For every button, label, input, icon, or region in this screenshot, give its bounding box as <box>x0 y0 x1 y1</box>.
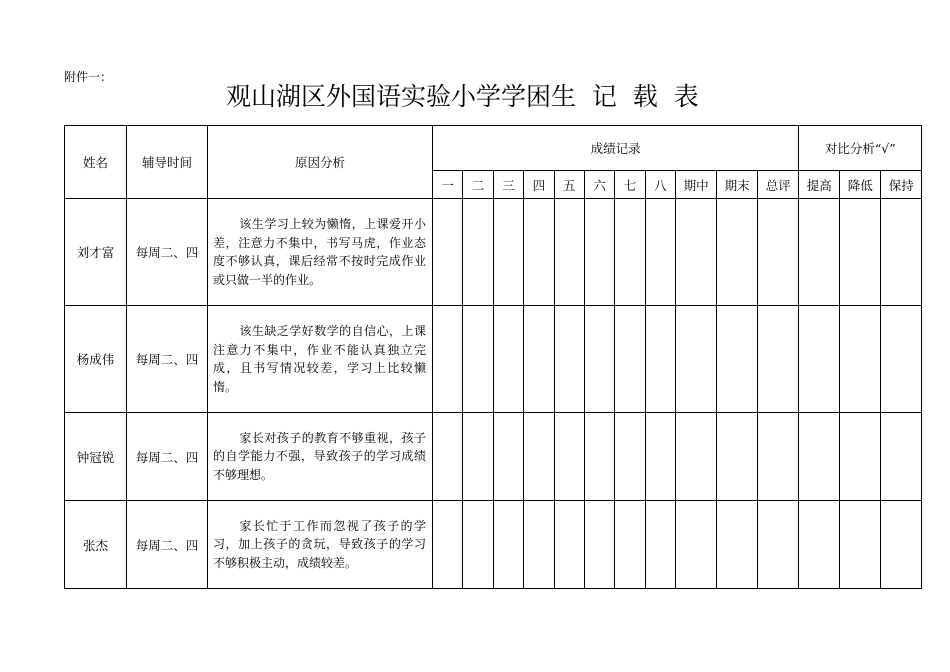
compare-cell[interactable] <box>840 413 881 501</box>
compare-cell[interactable] <box>799 501 840 589</box>
score-cell[interactable] <box>584 413 614 501</box>
score-cell[interactable] <box>554 413 584 501</box>
tutoring-time: 每周二、四 <box>127 306 208 413</box>
compare-cell[interactable] <box>881 199 922 306</box>
header-reason: 原因分析 <box>208 126 433 199</box>
score-cell[interactable] <box>645 199 675 306</box>
table-row <box>65 413 922 501</box>
document-title-block <box>0 80 950 116</box>
student-name: 钟冠锐 <box>65 413 127 501</box>
compare-col-header: 保持 <box>881 171 922 199</box>
score-cell[interactable] <box>717 413 758 501</box>
header-compare: 对比分析“√” <box>799 126 922 171</box>
reason-text: 家长对孩子的教育不够重视，孩子的自学能力不强，导致孩子的学习成绩不够理想。 <box>213 430 426 482</box>
score-cell[interactable] <box>524 306 554 413</box>
compare-cell[interactable] <box>799 413 840 501</box>
score-cell[interactable] <box>645 501 675 589</box>
score-col-header: 六 <box>584 171 614 199</box>
student-name: 杨成伟 <box>65 306 127 413</box>
score-cell[interactable] <box>717 306 758 413</box>
score-cell[interactable] <box>433 413 463 501</box>
score-cell[interactable] <box>645 413 675 501</box>
score-col-header: 七 <box>615 171 645 199</box>
score-cell[interactable] <box>554 306 584 413</box>
score-cell[interactable] <box>615 501 645 589</box>
reason-analysis <box>208 199 433 306</box>
table-row <box>65 501 922 589</box>
compare-cell[interactable] <box>881 413 922 501</box>
compare-col-header: 提高 <box>799 171 840 199</box>
compare-cell[interactable] <box>840 501 881 589</box>
compare-cell[interactable] <box>881 306 922 413</box>
score-cell[interactable] <box>615 306 645 413</box>
header-time: 辅导时间 <box>127 126 208 199</box>
reason-text: 该生缺乏学好数学的自信心，上课注意力不集中，作业不能认真独立完成，且书写情况较差，学习上比较懒惰。 <box>213 324 426 394</box>
score-col-header: 期中 <box>676 171 717 199</box>
score-cell[interactable] <box>524 199 554 306</box>
score-col-header: 一 <box>433 171 463 199</box>
score-cell[interactable] <box>584 199 614 306</box>
table-row <box>65 199 922 306</box>
score-cell[interactable] <box>758 413 799 501</box>
table-row <box>65 306 922 413</box>
score-cell[interactable] <box>524 413 554 501</box>
tutoring-time: 每周二、四 <box>127 199 208 306</box>
reason-text: 家长忙于工作而忽视了孩子的学习，加上孩子的贪玩，导致孩子的学习不够积极主动，成绩较差。 <box>213 518 426 570</box>
score-cell[interactable] <box>645 306 675 413</box>
score-cell[interactable] <box>584 501 614 589</box>
compare-cell[interactable] <box>799 199 840 306</box>
student-name: 刘才富 <box>65 199 127 306</box>
score-cell[interactable] <box>493 413 523 501</box>
score-cell[interactable] <box>758 199 799 306</box>
score-cell[interactable] <box>717 501 758 589</box>
header-row-main <box>65 126 922 171</box>
reason-analysis <box>208 413 433 501</box>
score-cell[interactable] <box>676 199 717 306</box>
score-cell[interactable] <box>717 199 758 306</box>
student-name: 张杰 <box>65 501 127 589</box>
score-cell[interactable] <box>554 501 584 589</box>
score-cell[interactable] <box>758 501 799 589</box>
score-cell[interactable] <box>584 306 614 413</box>
attachment-label: 附件一： <box>64 70 113 84</box>
score-cell[interactable] <box>676 413 717 501</box>
reason-analysis <box>208 306 433 413</box>
score-col-header: 期末 <box>717 171 758 199</box>
score-col-header: 四 <box>524 171 554 199</box>
score-col-header: 二 <box>463 171 493 199</box>
score-cell[interactable] <box>433 306 463 413</box>
header-scores: 成绩记录 <box>433 126 799 171</box>
score-cell[interactable] <box>493 501 523 589</box>
compare-cell[interactable] <box>840 306 881 413</box>
reason-text: 该生学习上较为懒惰，上课爱开小差，注意力不集中，书写马虎，作业态度不够认真，课后经常不按时完成作业或只做一半的作业。 <box>213 217 426 287</box>
document-title: 观山湖区外国语实验小学学困生 记 载 表 <box>226 82 699 111</box>
tutoring-time: 每周二、四 <box>127 413 208 501</box>
record-table <box>64 125 922 589</box>
score-cell[interactable] <box>463 501 493 589</box>
header-name: 姓名 <box>65 126 127 199</box>
score-cell[interactable] <box>493 199 523 306</box>
score-col-header: 三 <box>493 171 523 199</box>
score-cell[interactable] <box>758 306 799 413</box>
score-cell[interactable] <box>433 501 463 589</box>
score-cell[interactable] <box>524 501 554 589</box>
score-col-header: 八 <box>645 171 675 199</box>
score-cell[interactable] <box>463 413 493 501</box>
score-cell[interactable] <box>463 306 493 413</box>
score-cell[interactable] <box>463 199 493 306</box>
score-cell[interactable] <box>676 501 717 589</box>
score-cell[interactable] <box>615 413 645 501</box>
tutoring-time: 每周二、四 <box>127 501 208 589</box>
score-cell[interactable] <box>615 199 645 306</box>
score-cell[interactable] <box>493 306 523 413</box>
score-col-header: 五 <box>554 171 584 199</box>
compare-cell[interactable] <box>799 306 840 413</box>
score-cell[interactable] <box>676 306 717 413</box>
score-cell[interactable] <box>433 199 463 306</box>
score-cell[interactable] <box>554 199 584 306</box>
compare-col-header: 降低 <box>840 171 881 199</box>
compare-cell[interactable] <box>840 199 881 306</box>
compare-cell[interactable] <box>881 501 922 589</box>
score-col-header: 总评 <box>758 171 799 199</box>
reason-analysis <box>208 501 433 589</box>
